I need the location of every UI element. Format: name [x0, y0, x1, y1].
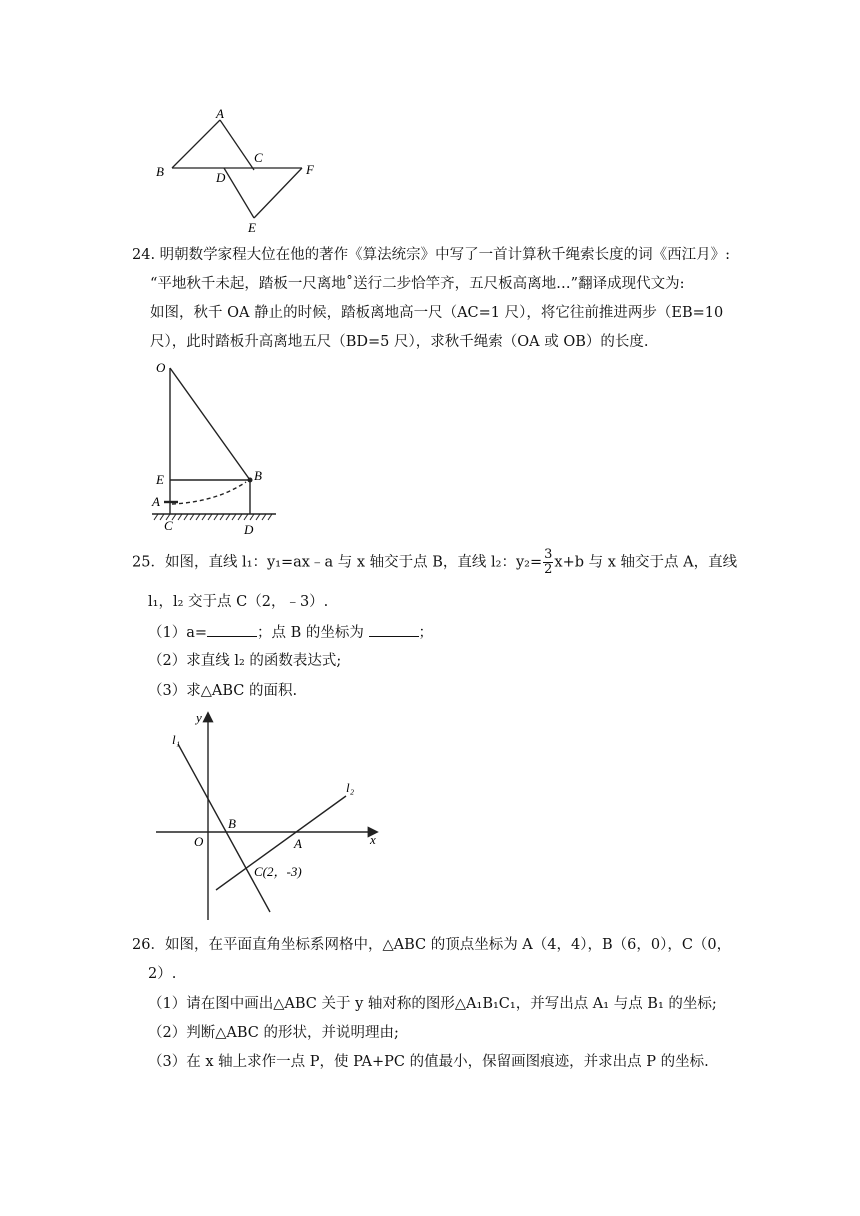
q24-line4: 尺），此时踏板升高离地五尺（BD=5 尺），求秋千绳索（OA 或 OB）的长度.: [150, 334, 649, 350]
label-l2: l₂: [346, 780, 355, 795]
q26-sub2: （2）判断△ABC 的形状，并说明理由;: [148, 1025, 399, 1041]
q25-sub2: （2）求直线 l₂ 的函数表达式;: [148, 653, 342, 669]
label-l1: l₁: [172, 732, 181, 747]
q25-line1: 25．如图，直线 l₁：y₁=ax﹣a 与 x 轴交于点 B，直线 l₂：y₂= $\frac{3}{2}$ x+b 与 x 轴交于点 A，直线: [132, 547, 738, 577]
label-a: A: [294, 836, 302, 851]
label-b: B: [156, 164, 164, 179]
fraction: $\frac{3}{2}$: [544, 547, 553, 577]
label-y: y: [196, 710, 202, 725]
q26-sub1: （1）请在图中画出△ABC 关于 y 轴对称的图形△A₁B₁C₁，并写出点 A₁ 与点 B₁ 的坐标;: [148, 996, 717, 1012]
label-a: A: [216, 106, 224, 121]
coordinate-figure: [150, 708, 390, 924]
answer-blank-a[interactable]: [207, 622, 257, 637]
label-b: B: [254, 468, 262, 483]
label-e: E: [248, 220, 256, 235]
q26-line2: 2）.: [148, 966, 177, 982]
label-c: C: [254, 150, 263, 165]
label-b: B: [228, 816, 236, 831]
label-x: x: [370, 832, 376, 847]
q26-sub3: （3）在 x 轴上求作一点 P，使 PA+PC 的值最小，保留画图痕迹，并求出点 P 的坐标.: [148, 1054, 709, 1070]
q25-line2: l₁，l₂ 交于点 C（2，﹣3）.: [148, 594, 329, 610]
label-c: C(2，-3): [254, 864, 302, 879]
label-e: E: [156, 472, 164, 487]
triangle-figure: [150, 104, 330, 236]
q25-sub3: （3）求△ABC 的面积.: [148, 683, 298, 699]
q24-line1: 24. 明朝数学家程大位在他的著作《算法统宗》中写了一首计算秋千绳索长度的词《西江月》:: [132, 247, 731, 263]
label-o: O: [156, 360, 166, 375]
label-a: A: [152, 494, 160, 509]
swing-figure: [146, 356, 286, 536]
label-d: D: [244, 522, 254, 536]
q26-line1: 26．如图，在平面直角坐标系网格中，△ABC 的顶点坐标为 A（4，4），B（6，0），C（0，: [132, 937, 732, 953]
q24-line2: “平地秋千未起，踏板一尺离地˚送行二步恰竿齐，五尺板高离地…”翻译成现代文为:: [150, 276, 685, 292]
label-d: D: [216, 170, 226, 185]
q24-line3: 如图，秋千 OA 静止的时候，踏板离地高一尺（AC=1 尺），将它往前推进两步（EB=10: [150, 305, 724, 321]
q25-sub1: （1）a= ；点 B 的坐标为 ；: [148, 622, 433, 643]
label-o: O: [194, 834, 204, 849]
label-c: C: [164, 518, 173, 533]
label-f: F: [306, 162, 314, 177]
answer-blank-b[interactable]: [369, 622, 419, 637]
